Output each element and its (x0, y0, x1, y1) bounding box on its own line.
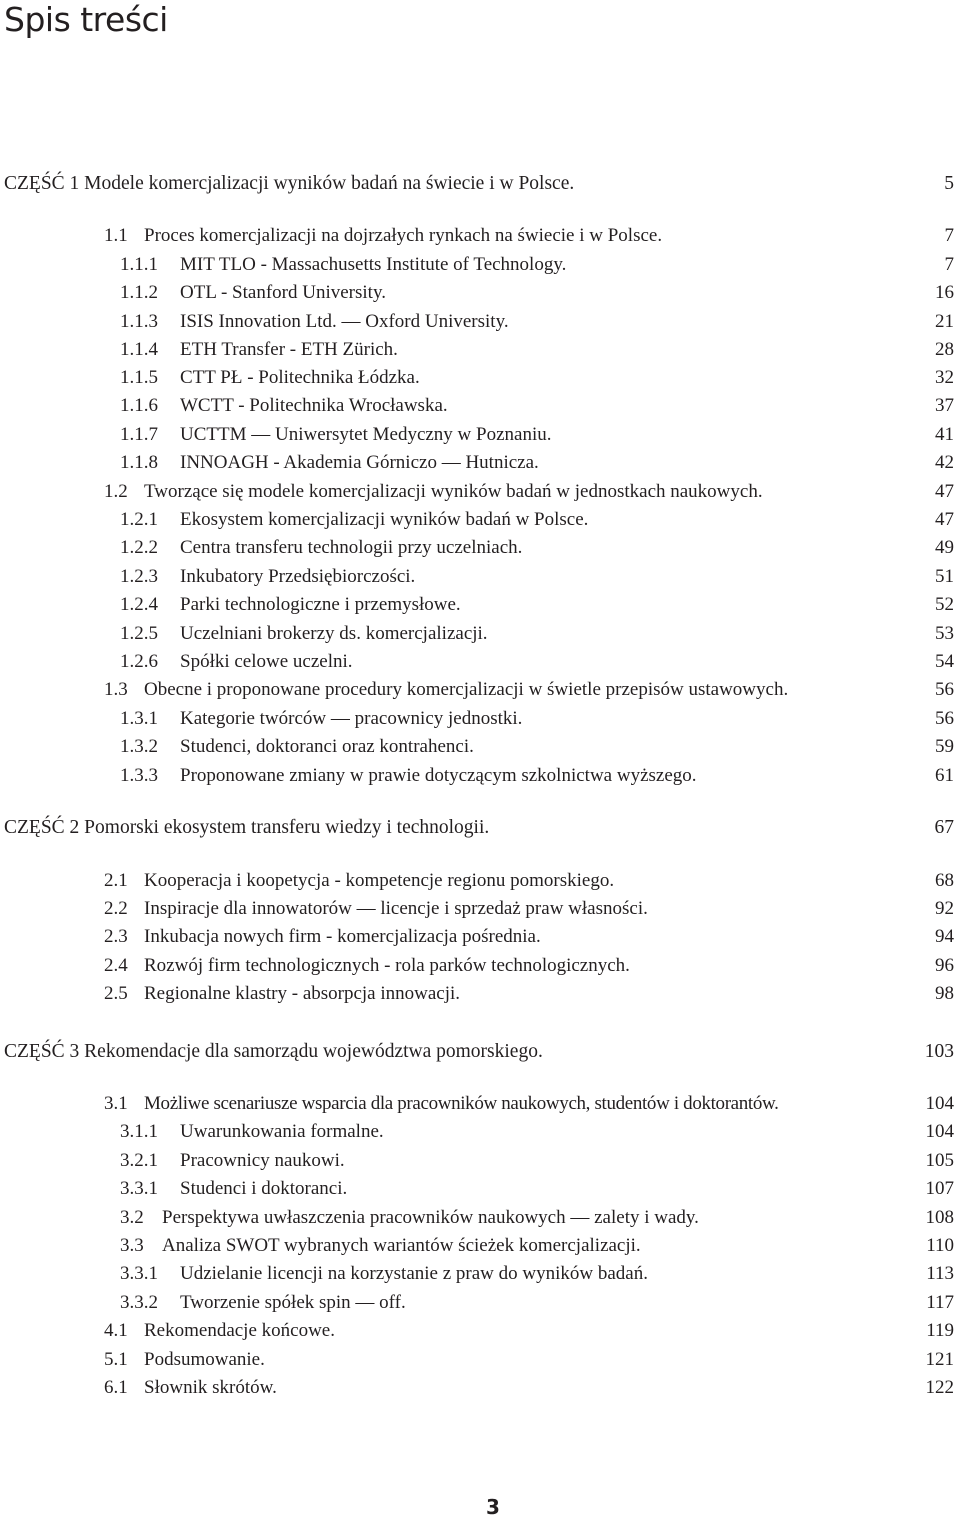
toc-entry-label: Kooperacja i koopetycja - kompetencje regionu pomorskiego. (144, 870, 615, 891)
toc-entry-number: 1.1.1 (120, 254, 158, 275)
toc-entry[interactable] (0, 952, 954, 980)
toc-entry-number: 1.2 (104, 481, 128, 502)
toc-entry-label: MIT TLO - Massachusetts Institute of Technology. (180, 254, 567, 275)
toc-entry-page: 5 (944, 173, 954, 194)
toc-entry[interactable] (0, 1204, 954, 1232)
toc-entry[interactable] (0, 1260, 954, 1288)
toc-entry-label: Rozwój firm technologicznych - rola parków technologicznych. (144, 955, 630, 976)
toc-entry[interactable] (0, 308, 954, 336)
toc-part-heading[interactable] (0, 814, 954, 842)
toc-entry-label: Inkubacja nowych firm - komercjalizacja pośrednia. (144, 926, 541, 947)
toc-entry-label: UCTTM — Uniwersytet Medyczny w Poznaniu. (180, 424, 552, 445)
toc-entry[interactable] (0, 867, 954, 895)
toc-entry-number: 1.2.5 (120, 623, 158, 644)
toc-entry-label: Słownik skrótów. (144, 1377, 277, 1398)
toc-entry-number: 3.1.1 (120, 1121, 158, 1142)
toc-entry-page: 108 (925, 1207, 954, 1228)
toc-entry-number: 1.2.3 (120, 566, 158, 587)
toc-entry-page: 117 (926, 1292, 954, 1313)
toc-entry-label: Obecne i proponowane procedury komercjalizacji w świetle przepisów ustawowych. (144, 679, 789, 700)
toc-entry-label: ISIS Innovation Ltd. — Oxford University. (180, 311, 509, 332)
toc-entry-page: 7 (944, 254, 954, 275)
toc-entry-page: 16 (935, 282, 954, 303)
toc-entry-number: 1.1.5 (120, 367, 158, 388)
toc-entry-label: Tworzenie spółek spin — off. (180, 1292, 406, 1313)
toc-entry-page: 113 (926, 1263, 954, 1284)
toc-entry-label: CZĘŚĆ 1 Modele komercjalizacji wyników badań na świecie i w Polsce. (4, 173, 575, 194)
toc-entry[interactable] (0, 923, 954, 951)
toc-entry-page: 110 (926, 1235, 954, 1256)
toc-entry-number: 3.2 (120, 1207, 144, 1228)
toc-entry[interactable] (0, 1232, 954, 1260)
toc-entry[interactable] (0, 251, 954, 279)
toc-entry-label: Parki technologiczne i przemysłowe. (180, 594, 461, 615)
toc-entry-page: 32 (935, 367, 954, 388)
toc-entry[interactable] (0, 478, 954, 506)
toc-entry[interactable] (0, 449, 954, 477)
toc-entry-label: Inkubatory Przedsiębiorczości. (180, 566, 416, 587)
toc-entry-page: 67 (934, 817, 954, 838)
toc-entry-label: Tworzące się modele komercjalizacji wyników badań w jednostkach naukowych. (144, 481, 763, 502)
toc-entry[interactable] (0, 705, 954, 733)
toc-entry[interactable] (0, 762, 954, 790)
toc-entry[interactable] (0, 1346, 954, 1374)
toc-entry-label: Ekosystem komercjalizacji wyników badań w Polsce. (180, 509, 589, 530)
toc-entry-label: OTL - Stanford University. (180, 282, 386, 303)
toc-entry-label: Proponowane zmiany w prawie dotyczącym szkolnictwa wyższego. (180, 765, 697, 786)
toc-entry-page: 92 (935, 898, 954, 919)
toc-entry-page: 59 (935, 736, 954, 757)
toc-entry[interactable] (0, 1147, 954, 1175)
toc-entry-number: 3.3.2 (120, 1292, 158, 1313)
toc-entry[interactable] (0, 1090, 954, 1118)
toc-entry-label: CTT PŁ - Politechnika Łódzka. (180, 367, 420, 388)
toc-entry[interactable] (0, 534, 954, 562)
toc-part-heading[interactable] (0, 1038, 954, 1066)
toc-entry-number: 1.2.6 (120, 651, 158, 672)
page-number: 3 (486, 1495, 500, 1519)
toc-entry-page: 103 (924, 1041, 954, 1062)
toc-entry[interactable] (0, 279, 954, 307)
toc-entry-number: 1.3 (104, 679, 128, 700)
toc-entry-page: 98 (935, 983, 954, 1004)
toc-entry-number: 4.1 (104, 1320, 128, 1341)
toc-entry-number: 1.1.3 (120, 311, 158, 332)
toc-entry[interactable] (0, 364, 954, 392)
toc-entry[interactable] (0, 421, 954, 449)
toc-entry-number: 3.2.1 (120, 1150, 158, 1171)
toc-entry-page: 7 (944, 225, 954, 246)
toc-entry-number: 3.3 (120, 1235, 144, 1256)
toc-entry-label: Proces komercjalizacji na dojrzałych rynkach na świecie i w Polsce. (144, 225, 663, 246)
toc-entry-page: 37 (935, 395, 954, 416)
toc-entry-page: 41 (935, 424, 954, 445)
toc-entry-page: 119 (926, 1320, 954, 1341)
toc-entry-page: 49 (935, 537, 954, 558)
toc-entry-number: 1.1.7 (120, 424, 158, 445)
toc-entry-label: ETH Transfer - ETH Zürich. (180, 339, 398, 360)
toc-entry-number: 1.1.6 (120, 395, 158, 416)
toc-entry[interactable] (0, 563, 954, 591)
toc-entry[interactable] (0, 1289, 954, 1317)
toc-entry-page: 42 (935, 452, 954, 473)
toc-entry[interactable] (0, 895, 954, 923)
toc-entry-label: Regionalne klastry - absorpcja innowacji. (144, 983, 461, 1004)
toc-entry-label: Udzielanie licencji na korzystanie z praw do wyników badań. (180, 1263, 648, 1284)
toc-entry-label: Możliwe scenariusze wsparcia dla pracowników naukowych, studentów i doktorantów. (144, 1093, 779, 1114)
toc-entry-page: 104 (925, 1121, 954, 1142)
toc-entry[interactable] (0, 733, 954, 761)
toc-entry-label: CZĘŚĆ 2 Pomorski ekosystem transferu wiedzy i technologii. (4, 817, 490, 838)
toc-entry-page: 121 (925, 1349, 954, 1370)
toc-entry-number: 1.3.1 (120, 708, 158, 729)
toc-entry[interactable] (0, 676, 954, 704)
toc-entry-label: Analiza SWOT wybranych wariantów ścieżek komercjalizacji. (162, 1235, 641, 1256)
toc-entry-page: 21 (935, 311, 954, 332)
toc-entry-label: Studenci, doktoranci oraz kontrahenci. (180, 736, 474, 757)
toc-entry-page: 56 (935, 708, 954, 729)
toc-entry[interactable] (0, 1118, 954, 1146)
toc-entry-page: 94 (935, 926, 954, 947)
toc-entry-label: Uwarunkowania formalne. (180, 1121, 384, 1142)
toc-entry[interactable] (0, 1175, 954, 1203)
toc-entry-number: 2.4 (104, 955, 128, 976)
toc-entry-label: Centra transferu technologii przy uczelniach. (180, 537, 523, 558)
toc-entry-page: 28 (935, 339, 954, 360)
toc-entry-page: 52 (935, 594, 954, 615)
toc-entry-page: 68 (935, 870, 954, 891)
toc-entry-page: 47 (935, 509, 954, 530)
toc-entry-number: 1.1.2 (120, 282, 158, 303)
toc-entry[interactable] (0, 336, 954, 364)
toc-entry[interactable] (0, 648, 954, 676)
toc-entry-number: 1.3.3 (120, 765, 158, 786)
toc-entry-label: CZĘŚĆ 3 Rekomendacje dla samorządu województwa pomorskiego. (4, 1041, 543, 1062)
toc-entry-number: 1.2.2 (120, 537, 158, 558)
toc-part-heading[interactable] (0, 170, 954, 198)
toc-entry-label: INNOAGH - Akademia Górniczo — Hutnicza. (180, 452, 539, 473)
toc-entry-page: 107 (925, 1178, 954, 1199)
toc-entry-label: Inspiracje dla innowatorów — licencje i sprzedaż praw własności. (144, 898, 648, 919)
toc-entry[interactable] (0, 1317, 954, 1345)
toc-entry-page: 104 (925, 1093, 954, 1114)
page-title: Spis treści (4, 0, 168, 39)
toc-entry-number: 1.2.4 (120, 594, 158, 615)
toc-entry-number: 3.3.1 (120, 1178, 158, 1199)
toc-entry-label: Pracownicy naukowi. (180, 1150, 345, 1171)
toc-entry-label: Uczelniani brokerzy ds. komercjalizacji. (180, 623, 488, 644)
toc-entry-label: Spółki celowe uczelni. (180, 651, 353, 672)
toc-entry-number: 1.1.8 (120, 452, 158, 473)
toc-entry[interactable] (0, 620, 954, 648)
toc-entry-number: 3.1 (104, 1093, 128, 1114)
toc-entry-label: Studenci i doktoranci. (180, 1178, 348, 1199)
toc-entry-number: 1.2.1 (120, 509, 158, 530)
toc-entry-page: 96 (935, 955, 954, 976)
toc-entry-number: 2.2 (104, 898, 128, 919)
toc-entry-number: 2.3 (104, 926, 128, 947)
toc-entry-number: 6.1 (104, 1377, 128, 1398)
toc-entry-label: Podsumowanie. (144, 1349, 265, 1370)
toc-entry-page: 122 (925, 1377, 954, 1398)
toc-entry-number: 1.1.4 (120, 339, 158, 360)
toc-entry[interactable] (0, 222, 954, 250)
toc-entry-page: 105 (925, 1150, 954, 1171)
toc-entry[interactable] (0, 392, 954, 420)
toc-entry-page: 61 (935, 765, 954, 786)
toc-entry-label: WCTT - Politechnika Wrocławska. (180, 395, 448, 416)
toc-entry-number: 1.1 (104, 225, 128, 246)
toc-entry-page: 56 (935, 679, 954, 700)
toc-entry-number: 3.3.1 (120, 1263, 158, 1284)
toc-entry-number: 2.1 (104, 870, 128, 891)
toc-entry[interactable] (0, 591, 954, 619)
toc-entry-page: 54 (935, 651, 954, 672)
toc-entry[interactable] (0, 506, 954, 534)
toc-entry[interactable] (0, 980, 954, 1008)
toc-entry[interactable] (0, 1374, 954, 1402)
toc-entry-label: Kategorie twórców — pracownicy jednostki. (180, 708, 523, 729)
toc-entry-number: 5.1 (104, 1349, 128, 1370)
toc-entry-page: 53 (935, 623, 954, 644)
toc-entry-number: 1.3.2 (120, 736, 158, 757)
toc-entry-page: 47 (935, 481, 954, 502)
toc-entry-page: 51 (935, 566, 954, 587)
toc-entry-number: 2.5 (104, 983, 128, 1004)
toc-entry-label: Perspektywa uwłaszczenia pracowników naukowych — zalety i wady. (162, 1207, 699, 1228)
toc-entry-label: Rekomendacje końcowe. (144, 1320, 335, 1341)
